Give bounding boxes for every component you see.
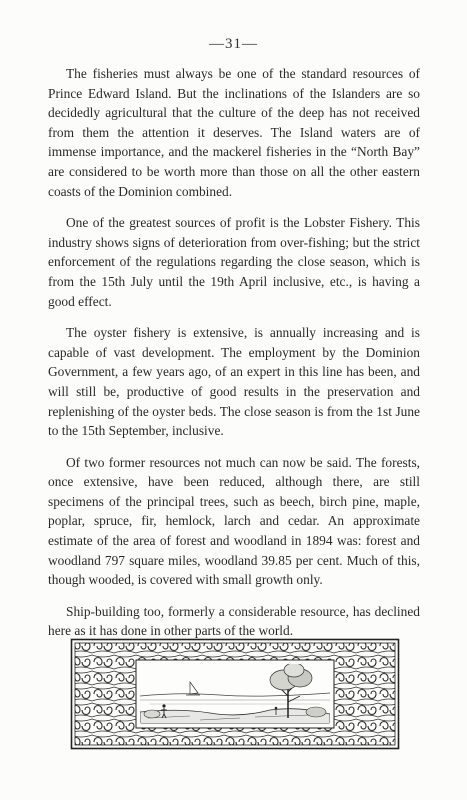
body-text	[48, 64, 420, 653]
paragraph-ship-building: Ship-building too, formerly a considerable resource, has declined here as it has done in other parts of the world.	[48, 603, 420, 639]
paragraph-lobster-fishery: One of the greatest sources of profit is the Lobster Fishery. This industry shows signs of deterioration from over-fishing; but the strict enforcement of the regulations regarding the close season, which is from the 15th July until the 19th April inclusive, etc., is having a good effect.	[48, 215, 420, 309]
paragraph-forests: Of two former resources not much can now be said. The forests, once extensive, have been reduced, although there, are still specimens of the principal trees, such as beech, birch pine, maple, poplar, spruce, fir, hemlock, larch and cedar. An approximate estimate of the area of forest and woodland in 1894 was: forest and woodland 797 square miles, woodland 39.85 per cent. Much of this, though wooded, is covered with small growth only.	[48, 454, 420, 588]
paragraph-oyster-fishery: The oyster fishery is extensive, is annually increasing and is capable of vast development. The employment by the Dominion Government, a few years ago, of an expert in this line has been, and will still be, productive of good results in the preservation and replenishing of the oyster beds. The close season is from the 1st June to the 15th September, inclusive.	[48, 325, 420, 439]
decorative-landscape-vignette-icon	[70, 638, 400, 750]
page-number: —31—	[209, 36, 258, 52]
paragraph-fisheries: The fisheries must always be one of the standard resources of Prince Edward Island. But the inclinations of the Islanders are so decidedly agricultural that the culture of the deep has not received from them the attention it deserves. The Island waters are of immense importance, and the mackerel fisheries in the “North Bay” are considered to be worth more than those on all the other eastern coasts of the Dominion combined.	[48, 66, 420, 199]
